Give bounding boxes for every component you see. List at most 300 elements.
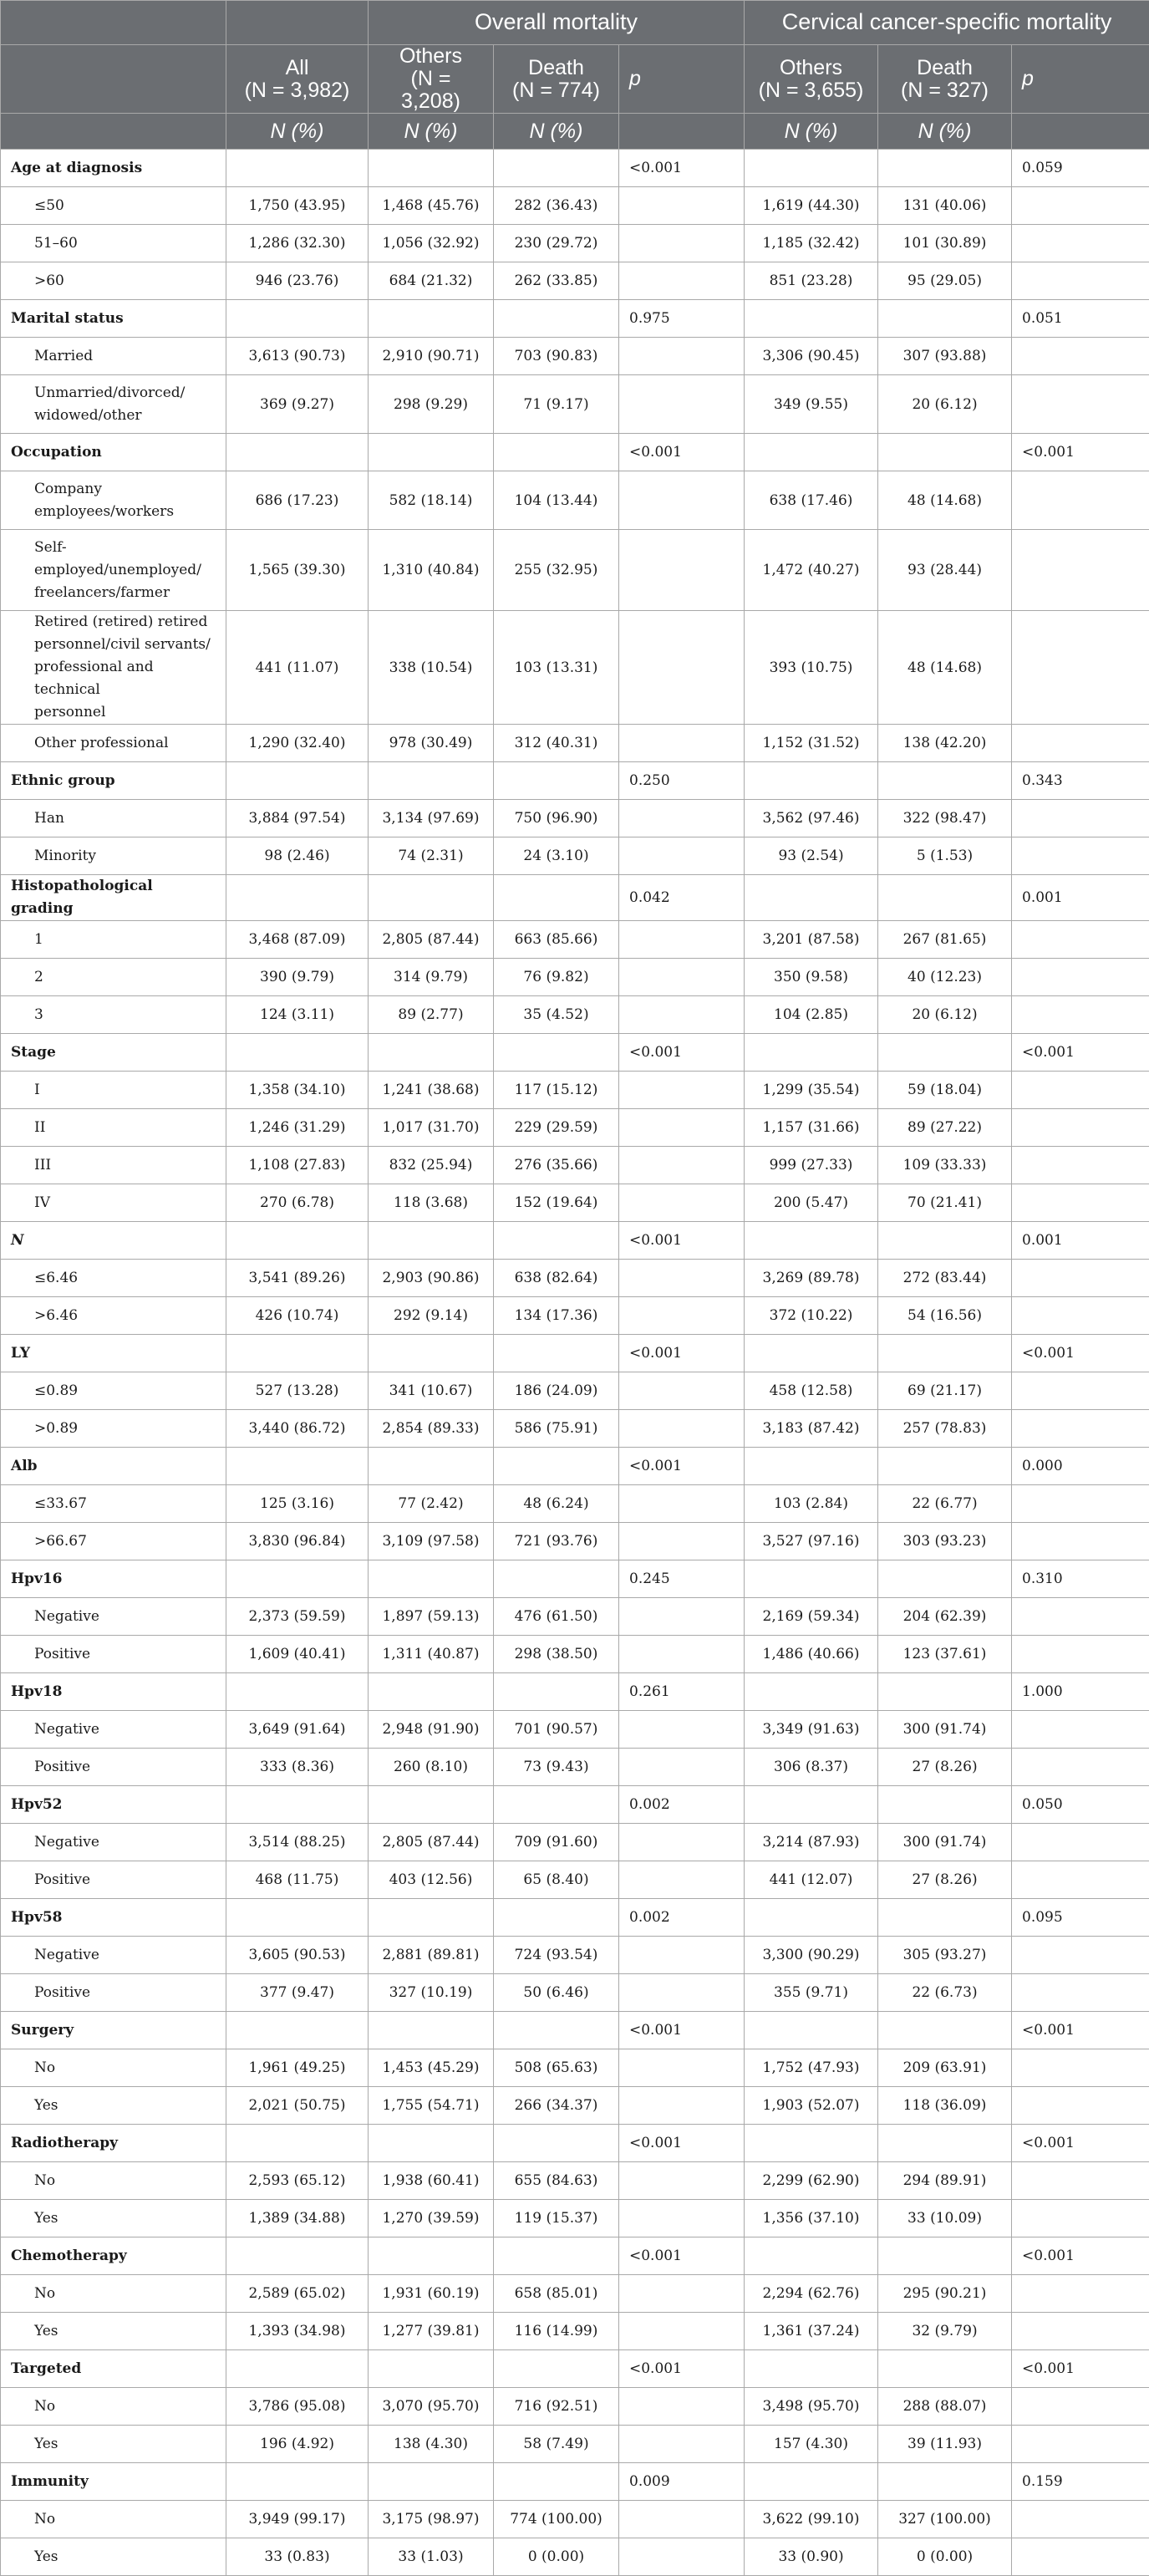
table-row [1,2426,1149,2463]
p-cell [1012,1937,1149,1974]
p-cell [619,375,745,434]
header-specific-death [878,45,1012,114]
value-overall-death: 716 (92.51) [494,2388,619,2426]
value-specific-death: 59 (18.04) [878,1072,1012,1109]
value-all: 3,605 (90.53) [226,1937,369,1974]
section-label: Marital status [1,300,226,338]
value-overall-death: 152 (19.64) [494,1184,619,1222]
p-value-overall: 0.975 [619,300,745,338]
value-overall-others: 1,241 (38.68) [369,1072,494,1109]
empty-cell [369,300,494,338]
p-cell [1012,996,1149,1034]
row-label: >66.67 [1,1523,226,1560]
value-specific-death: 48 (14.68) [878,611,1012,725]
value-overall-death: 750 (96.90) [494,800,619,837]
empty-cell [226,1560,369,1598]
value-overall-death: 117 (15.12) [494,1072,619,1109]
value-overall-death: 638 (82.64) [494,1260,619,1297]
p-value-specific: <0.001 [1012,1034,1149,1072]
table-row [1,2200,1149,2237]
value-all: 1,286 (32.30) [226,225,369,262]
p-cell [619,611,745,725]
row-label: Self-employed/unemployed/ freelancers/farmer [1,530,226,611]
p-value-specific: <0.001 [1012,1335,1149,1372]
empty-cell [878,875,1012,921]
empty-cell [745,1335,878,1372]
unit-label: N (%) [226,114,369,150]
p-cell [619,2275,745,2313]
p-value-overall: 0.261 [619,1673,745,1711]
section-row [1,434,1149,471]
empty-cell [745,1673,878,1711]
value-all: 527 (13.28) [226,1372,369,1410]
value-specific-others: 1,903 (52.07) [745,2087,878,2125]
value-all: 196 (4.92) [226,2426,369,2463]
value-all: 3,786 (95.08) [226,2388,369,2426]
value-overall-death: 724 (93.54) [494,1937,619,1974]
p-cell [619,2538,745,2576]
row-label: 51–60 [1,225,226,262]
unit-label: N (%) [494,114,619,150]
p-cell [1012,1372,1149,1410]
section-label: Hpv18 [1,1673,226,1711]
value-all: 2,593 (65.12) [226,2162,369,2200]
value-overall-others: 1,017 (31.70) [369,1109,494,1147]
header-specific-death-text: Death (N = 327) [901,56,989,102]
value-overall-death: 703 (90.83) [494,338,619,375]
value-specific-death: 70 (21.41) [878,1184,1012,1222]
section-row [1,2125,1149,2162]
p-cell [619,1636,745,1673]
value-overall-death: 709 (91.60) [494,1824,619,1861]
value-specific-death: 109 (33.33) [878,1147,1012,1184]
value-specific-others: 3,306 (90.45) [745,338,878,375]
value-overall-others: 582 (18.14) [369,471,494,530]
value-overall-death: 134 (17.36) [494,1297,619,1335]
row-label: Unmarried/divorced/ widowed/other [1,375,226,434]
value-specific-death: 305 (93.27) [878,1937,1012,1974]
header-blank [1,114,226,150]
header-row-units [1,114,1149,150]
empty-cell [494,2463,619,2501]
value-specific-others: 1,152 (31.52) [745,725,878,762]
value-specific-others: 1,361 (37.24) [745,2313,878,2350]
empty-cell [878,1560,1012,1598]
value-specific-death: 20 (6.12) [878,996,1012,1034]
value-specific-death: 54 (16.56) [878,1297,1012,1335]
value-overall-death: 58 (7.49) [494,2426,619,2463]
empty-cell [745,2237,878,2275]
empty-cell [226,762,369,800]
value-overall-others: 3,070 (95.70) [369,2388,494,2426]
value-specific-death: 0 (0.00) [878,2538,1012,2576]
p-cell [1012,2049,1149,2087]
value-specific-death: 322 (98.47) [878,800,1012,837]
value-overall-death: 116 (14.99) [494,2313,619,2350]
value-overall-death: 658 (85.01) [494,2275,619,2313]
table-row [1,1147,1149,1184]
p-cell [619,996,745,1034]
row-label: Yes [1,2313,226,2350]
p-cell [1012,338,1149,375]
value-overall-others: 2,910 (90.71) [369,338,494,375]
value-specific-others: 349 (9.55) [745,375,878,434]
value-all: 1,389 (34.88) [226,2200,369,2237]
p-cell [1012,530,1149,611]
empty-cell [369,1673,494,1711]
value-specific-death: 27 (8.26) [878,1749,1012,1786]
empty-cell [494,1560,619,1598]
table-row [1,2388,1149,2426]
p-cell [1012,1109,1149,1147]
empty-cell [226,2237,369,2275]
value-specific-others: 3,349 (91.63) [745,1711,878,1749]
row-label: ≤6.46 [1,1260,226,1297]
row-label: ≤0.89 [1,1372,226,1410]
section-label: Hpv16 [1,1560,226,1598]
value-specific-others: 1,472 (40.27) [745,530,878,611]
p-value-specific: <0.001 [1012,434,1149,471]
header-specific-others [745,45,878,114]
section-row [1,1673,1149,1711]
value-specific-death: 257 (78.83) [878,1410,1012,1448]
p-cell [1012,262,1149,300]
p-value-specific: 0.310 [1012,1560,1149,1598]
value-overall-death: 119 (15.37) [494,2200,619,2237]
p-cell [1012,921,1149,959]
value-overall-death: 71 (9.17) [494,375,619,434]
table-row [1,2313,1149,2350]
value-overall-others: 2,903 (90.86) [369,1260,494,1297]
p-cell [1012,1485,1149,1523]
value-all: 1,246 (31.29) [226,1109,369,1147]
row-label: III [1,1147,226,1184]
empty-cell [878,300,1012,338]
empty-cell [878,1786,1012,1824]
empty-cell [745,2463,878,2501]
empty-cell [494,1335,619,1372]
section-row [1,1899,1149,1937]
row-label: IV [1,1184,226,1222]
row-label: 2 [1,959,226,996]
p-cell [1012,1711,1149,1749]
header-overall-mortality: Overall mortality [369,1,745,45]
value-all: 441 (11.07) [226,611,369,725]
section-label: Histopathological grading [1,875,226,921]
empty-cell [369,2125,494,2162]
row-label: >60 [1,262,226,300]
table-row [1,1523,1149,1560]
value-specific-others: 1,619 (44.30) [745,187,878,225]
value-specific-death: 22 (6.77) [878,1485,1012,1523]
value-overall-others: 260 (8.10) [369,1749,494,1786]
row-label: Positive [1,1749,226,1786]
value-all: 3,884 (97.54) [226,800,369,837]
value-specific-others: 2,169 (59.34) [745,1598,878,1636]
value-specific-death: 48 (14.68) [878,471,1012,530]
value-specific-death: 95 (29.05) [878,262,1012,300]
empty-cell [369,434,494,471]
value-overall-others: 3,175 (98.97) [369,2501,494,2538]
value-overall-death: 76 (9.82) [494,959,619,996]
p-cell [1012,2162,1149,2200]
empty-cell [494,300,619,338]
empty-cell [226,1448,369,1485]
empty-cell [878,2463,1012,2501]
header-specific-others-text: Others (N = 3,655) [759,56,864,102]
section-row [1,2350,1149,2388]
value-specific-death: 307 (93.88) [878,338,1012,375]
row-label: Other professional [1,725,226,762]
value-specific-death: 5 (1.53) [878,837,1012,875]
empty-cell [745,1222,878,1260]
table-row [1,725,1149,762]
value-all: 1,290 (32.40) [226,725,369,762]
header-overall-death-text: Death (N = 774) [512,56,600,102]
empty-cell [494,1448,619,1485]
table-row [1,1749,1149,1786]
value-specific-death: 300 (91.74) [878,1711,1012,1749]
empty-cell [226,1899,369,1937]
header-blank-all [226,1,369,45]
p-cell [619,1749,745,1786]
p-cell [1012,471,1149,530]
row-label: Negative [1,1824,226,1861]
value-overall-others: 3,134 (97.69) [369,800,494,837]
value-specific-death: 101 (30.89) [878,225,1012,262]
row-label: No [1,2049,226,2087]
empty-cell [878,150,1012,187]
value-all: 3,830 (96.84) [226,1523,369,1560]
value-overall-others: 1,270 (39.59) [369,2200,494,2237]
value-specific-death: 272 (83.44) [878,1260,1012,1297]
p-cell [619,1372,745,1410]
table-row [1,262,1149,300]
value-specific-others: 2,299 (62.90) [745,2162,878,2200]
empty-cell [494,2237,619,2275]
p-cell [619,959,745,996]
table-row [1,1711,1149,1749]
p-value-overall: <0.001 [619,150,745,187]
value-overall-death: 476 (61.50) [494,1598,619,1636]
value-specific-others: 3,269 (89.78) [745,1260,878,1297]
p-cell [619,1711,745,1749]
empty-cell [226,2463,369,2501]
table-row [1,530,1149,611]
header-row-groups [1,1,1149,45]
p-cell [1012,1184,1149,1222]
row-label: Yes [1,2426,226,2463]
table-row [1,1410,1149,1448]
value-specific-death: 327 (100.00) [878,2501,1012,2538]
row-label: >6.46 [1,1297,226,1335]
empty-cell [494,2012,619,2049]
p-value-specific: 0.051 [1012,300,1149,338]
value-overall-death: 103 (13.31) [494,611,619,725]
value-all: 124 (3.11) [226,996,369,1034]
row-label: Positive [1,1861,226,1899]
p-value-specific: <0.001 [1012,2012,1149,2049]
value-overall-others: 1,277 (39.81) [369,2313,494,2350]
value-specific-others: 638 (17.46) [745,471,878,530]
p-cell [619,1485,745,1523]
value-specific-others: 1,486 (40.66) [745,1636,878,1673]
value-specific-others: 355 (9.71) [745,1974,878,2012]
p-cell [619,1410,745,1448]
row-label: II [1,1109,226,1147]
p-cell [619,225,745,262]
p-value-overall: 0.002 [619,1786,745,1824]
p-value-overall: <0.001 [619,2350,745,2388]
value-specific-death: 93 (28.44) [878,530,1012,611]
table-body [1,150,1149,2576]
value-overall-others: 341 (10.67) [369,1372,494,1410]
section-label: LY [1,1335,226,1372]
section-row [1,762,1149,800]
empty-cell [745,2350,878,2388]
p-value-specific: 0.000 [1012,1448,1149,1485]
p-cell [1012,2501,1149,2538]
value-overall-others: 33 (1.03) [369,2538,494,2576]
value-overall-death: 229 (29.59) [494,1109,619,1147]
value-all: 2,021 (50.75) [226,2087,369,2125]
value-overall-others: 2,854 (89.33) [369,1410,494,1448]
row-label: 3 [1,996,226,1034]
value-overall-death: 35 (4.52) [494,996,619,1034]
empty-cell [369,2350,494,2388]
value-overall-death: 50 (6.46) [494,1974,619,2012]
p-cell [619,1072,745,1109]
value-specific-others: 3,214 (87.93) [745,1824,878,1861]
table-row [1,959,1149,996]
empty-cell [494,1034,619,1072]
value-specific-others: 104 (2.85) [745,996,878,1034]
value-specific-others: 3,622 (99.10) [745,2501,878,2538]
empty-cell [745,300,878,338]
value-overall-others: 1,453 (45.29) [369,2049,494,2087]
value-overall-death: 508 (65.63) [494,2049,619,2087]
p-cell [1012,1636,1149,1673]
p-value-specific: <0.001 [1012,2237,1149,2275]
header-blank [619,114,745,150]
row-label: Positive [1,1636,226,1673]
row-label: 1 [1,921,226,959]
value-overall-others: 118 (3.68) [369,1184,494,1222]
table-row [1,800,1149,837]
value-specific-death: 123 (37.61) [878,1636,1012,1673]
empty-cell [369,2463,494,2501]
p-cell [619,471,745,530]
empty-cell [226,1222,369,1260]
empty-cell [369,150,494,187]
empty-cell [369,762,494,800]
empty-cell [226,434,369,471]
section-row [1,1034,1149,1072]
section-label: Targeted [1,2350,226,2388]
value-all: 1,358 (34.10) [226,1072,369,1109]
section-label: Hpv52 [1,1786,226,1824]
p-cell [1012,837,1149,875]
p-value-specific: <0.001 [1012,2350,1149,2388]
header-specific-p: p [1012,45,1149,114]
section-label: Surgery [1,2012,226,2049]
row-label: Yes [1,2200,226,2237]
row-label: Negative [1,1711,226,1749]
section-row [1,2237,1149,2275]
p-cell [1012,1523,1149,1560]
value-overall-others: 138 (4.30) [369,2426,494,2463]
value-specific-death: 204 (62.39) [878,1598,1012,1636]
empty-cell [369,1448,494,1485]
p-cell [1012,1861,1149,1899]
section-row [1,1222,1149,1260]
p-cell [1012,2313,1149,2350]
table-row [1,1372,1149,1410]
value-overall-death: 48 (6.24) [494,1485,619,1523]
value-specific-others: 372 (10.22) [745,1297,878,1335]
section-row [1,1786,1149,1824]
header-cancer-specific-mortality: Cervical cancer-specific mortality [745,1,1149,45]
row-label: ≤50 [1,187,226,225]
table-row [1,2501,1149,2538]
value-specific-others: 3,527 (97.16) [745,1523,878,1560]
empty-cell [226,2012,369,2049]
section-label: Chemotherapy [1,2237,226,2275]
value-all: 270 (6.78) [226,1184,369,1222]
empty-cell [745,434,878,471]
value-all: 390 (9.79) [226,959,369,996]
empty-cell [878,1034,1012,1072]
row-label: Married [1,338,226,375]
empty-cell [878,2350,1012,2388]
p-value-overall: <0.001 [619,434,745,471]
value-overall-others: 1,931 (60.19) [369,2275,494,2313]
value-overall-death: 104 (13.44) [494,471,619,530]
p-cell [1012,1260,1149,1297]
value-specific-others: 3,498 (95.70) [745,2388,878,2426]
empty-cell [878,1899,1012,1937]
table-row [1,1260,1149,1297]
p-cell [1012,1072,1149,1109]
table-row [1,996,1149,1034]
value-specific-others: 1,299 (35.54) [745,1072,878,1109]
p-value-overall: 0.250 [619,762,745,800]
value-overall-death: 774 (100.00) [494,2501,619,2538]
section-row [1,1335,1149,1372]
section-label: Immunity [1,2463,226,2501]
value-all: 125 (3.16) [226,1485,369,1523]
table-row [1,1072,1149,1109]
table-row [1,2049,1149,2087]
value-overall-others: 684 (21.32) [369,262,494,300]
value-overall-others: 403 (12.56) [369,1861,494,1899]
value-all: 2,589 (65.02) [226,2275,369,2313]
p-cell [619,2049,745,2087]
value-specific-death: 22 (6.73) [878,1974,1012,2012]
empty-cell [745,2012,878,2049]
value-overall-others: 292 (9.14) [369,1297,494,1335]
empty-cell [494,2125,619,2162]
empty-cell [369,1222,494,1260]
p-cell [619,2313,745,2350]
table-row [1,225,1149,262]
empty-cell [745,2125,878,2162]
section-row [1,300,1149,338]
value-specific-others: 1,752 (47.93) [745,2049,878,2087]
value-overall-death: 65 (8.40) [494,1861,619,1899]
value-specific-others: 3,183 (87.42) [745,1410,878,1448]
p-cell [1012,375,1149,434]
